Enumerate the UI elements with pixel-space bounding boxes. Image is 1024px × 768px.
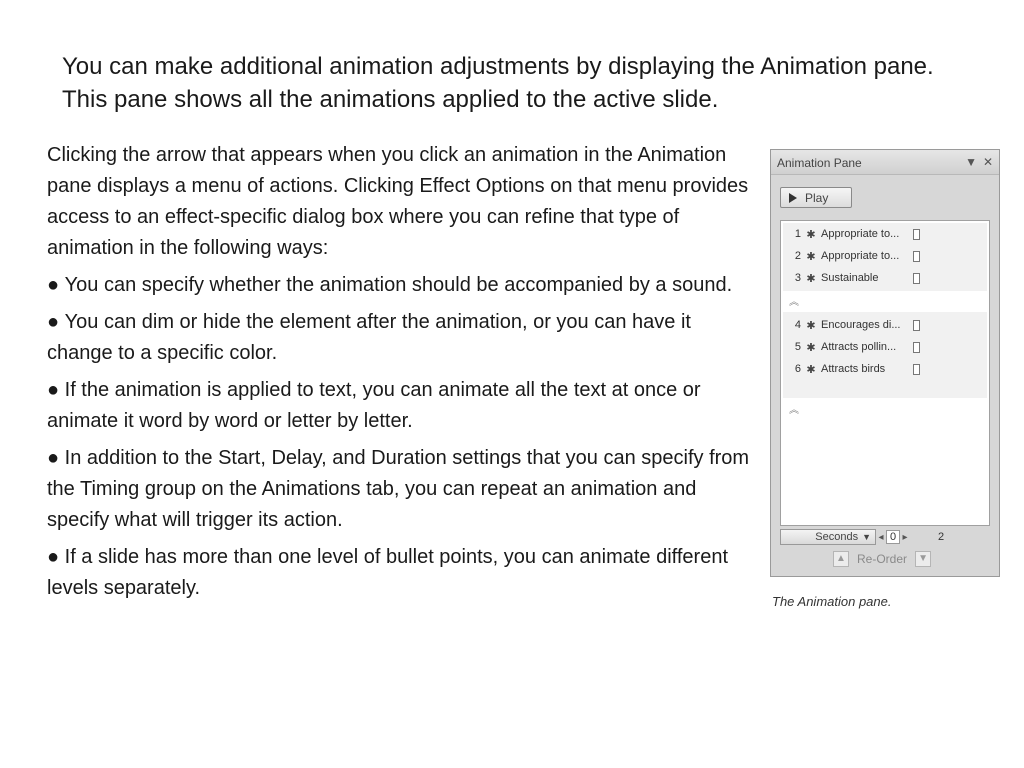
move-up-icon[interactable]: ▲ [833, 551, 849, 567]
bullet-item: ● In addition to the Start, Delay, and Duration settings that you can specify from the Timing group on the Animations tab, you can repeat an animation and specify what will trigger its action. [47, 443, 757, 536]
timing-bar [913, 273, 920, 284]
intro-paragraph: Clicking the arrow that appears when you click an animation in the Animation pane displays a menu of actions. Clicking Effect Options on that menu provides access to an effect-specific dialog box where you can refine that type of animation in the following ways: [47, 144, 749, 259]
animation-group [783, 312, 987, 398]
collapse-icon[interactable]: ︽ [789, 297, 799, 308]
bullet-item: ● If a slide has more than one level of bullet points, you can animate different levels separately. [47, 542, 757, 604]
bullet-list [47, 270, 757, 604]
bullet-item: ● You can specify whether the animation should be accompanied by a sound. [47, 270, 757, 301]
animation-item[interactable] [783, 314, 987, 336]
animation-pane-screenshot [770, 149, 1000, 577]
effect-star-icon: ✱ [806, 228, 816, 241]
animation-label: Appropriate to... [821, 250, 900, 262]
timing-bar [913, 364, 920, 375]
effect-star-icon: ✱ [806, 341, 816, 354]
scroll-right-icon[interactable]: ▸ [902, 531, 908, 543]
animation-number: 5 [794, 341, 801, 353]
play-icon [789, 193, 797, 203]
pane-title: Animation Pane [777, 156, 862, 170]
zoom-start-value[interactable]: 0 [886, 530, 900, 544]
animation-group [783, 223, 987, 291]
animation-label: Sustainable [821, 272, 879, 284]
play-label: Play [805, 190, 829, 205]
bullet-item: ● You can dim or hide the element after the animation, or you can have it change to a specific color. [47, 307, 757, 369]
animation-label: Appropriate to... [821, 228, 900, 240]
pane-options-dropdown-icon[interactable]: ▼ [965, 155, 977, 169]
seconds-dropdown[interactable] [780, 529, 876, 545]
animation-number: 3 [794, 272, 801, 284]
timing-bar [913, 229, 920, 240]
move-down-icon[interactable]: ▼ [915, 551, 931, 567]
animation-number: 4 [794, 319, 801, 331]
animation-item[interactable] [783, 223, 987, 245]
effect-star-icon: ✱ [806, 319, 816, 332]
collapse-icon[interactable]: ︽ [789, 405, 799, 416]
close-icon[interactable]: ✕ [982, 155, 993, 169]
zoom-end-value: 2 [938, 531, 945, 543]
animation-item[interactable] [783, 336, 987, 358]
slide-title: You can make additional animation adjustments by displaying the Animation pane. This pane shows all the animations applied to the active slide. [62, 53, 934, 113]
effect-star-icon: ✱ [806, 250, 816, 263]
seconds-label: Seconds [815, 531, 859, 543]
animation-label: Encourages di... [821, 319, 901, 331]
animation-list [780, 220, 990, 526]
timeline-bar [780, 528, 990, 546]
animation-item[interactable] [783, 267, 987, 289]
chevron-down-icon: ▼ [862, 532, 871, 542]
reorder-label: Re-Order [857, 552, 908, 566]
bullet-item: ● If the animation is applied to text, you can animate all the text at once or animate it word by word or letter by letter. [47, 375, 757, 437]
animation-number: 6 [794, 363, 801, 375]
animation-label: Attracts birds [821, 363, 886, 375]
reorder-bar [833, 550, 931, 568]
pane-header [771, 150, 999, 175]
animation-label: Attracts pollin... [821, 341, 897, 353]
animation-item[interactable] [783, 245, 987, 267]
body-text [47, 140, 757, 610]
animation-number: 1 [794, 228, 801, 240]
play-button[interactable] [780, 187, 852, 208]
figure-caption: The Animation pane. [772, 594, 892, 609]
scroll-left-icon[interactable]: ◂ [878, 531, 884, 543]
effect-star-icon: ✱ [806, 272, 816, 285]
timing-bar [913, 251, 920, 262]
animation-number: 2 [794, 250, 801, 262]
timing-bar [913, 320, 920, 331]
effect-star-icon: ✱ [806, 363, 816, 376]
animation-item[interactable] [783, 358, 987, 380]
timing-bar [913, 342, 920, 353]
